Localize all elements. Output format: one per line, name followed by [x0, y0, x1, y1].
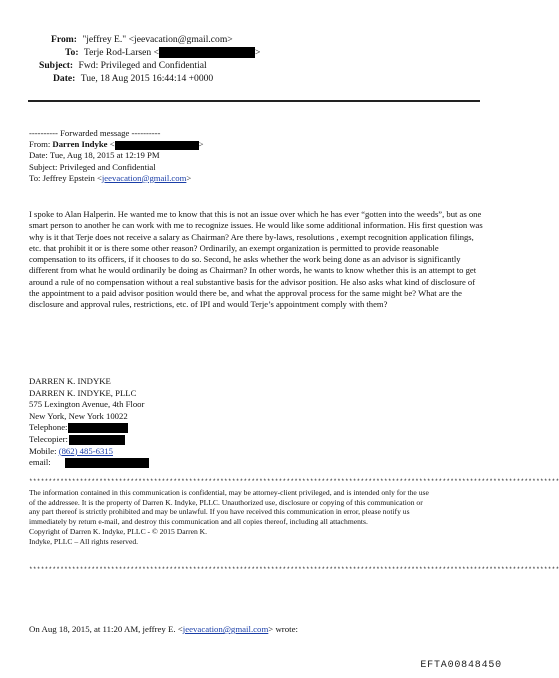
disclaimer-copyright-1: Copyright of Darren K. Indyke, PLLC - © 2015 Darren K. — [29, 526, 208, 536]
disclaimer-stars-bottom: **************************************************************************************************************************************** — [29, 566, 559, 573]
header-subject-value: Fwd: Privileged and Confidential — [78, 60, 207, 71]
disclaimer-copyright-2: Indyke, PLLC – All rights reserved. — [29, 536, 139, 546]
mobile-phone-link[interactable]: (862) 485-6315 — [58, 445, 113, 456]
disclaimer-body: The information contained in this communication is confidential, may be attorney-client privileged, and is intended only for the use of the addressee. It is the property of Darren K. Indyke, PLLC. Unauthorized use, disclosure or copying of this communication or any part thereof is strictly prohibited and may be unlawful. If you have received this communication in error, please notify us immediately by return e-mail, and destroy this communication and all copies thereof, including all attachments. — [29, 488, 429, 527]
header-date-row — [53, 72, 213, 86]
forwarded-to-row: To: Jeffrey Epstein <jeevacation@gmail.com> — [29, 172, 192, 183]
header-to-row: To: Terje Rod-Larsen < > — [65, 47, 261, 58]
signature-firm: DARREN K. INDYKE, PLLC — [29, 387, 137, 398]
header-date-value: Tue, 18 Aug 2015 16:44:14 +0000 — [80, 73, 214, 84]
quote-intro-line: On Aug 18, 2015, at 11:20 AM, jeffrey E. <jeevacation@gmail.com> wrote: — [29, 624, 298, 634]
redaction-box — [115, 141, 199, 150]
forwarded-date: Date: Tue, Aug 18, 2015 at 12:19 PM — [29, 150, 160, 161]
header-to-label: To: — [65, 47, 79, 58]
redaction-box — [69, 435, 125, 445]
forwarded-block — [29, 128, 204, 184]
signature-name: DARREN K. INDYKE — [29, 376, 111, 386]
forwarded-divider: ---------- Forwarded message ---------- — [29, 128, 161, 138]
forwarded-subject: Subject: Privileged and Confidential — [29, 161, 156, 172]
signature-email-row: email: — [29, 457, 149, 469]
signature-telecopier-row: Telecopier: — [29, 434, 149, 446]
disclaimer-stars-top: **************************************************************************************************************************************** — [29, 478, 559, 485]
forwarded-from-row: From: Darren Indyke < > — [29, 139, 204, 150]
header-from-label: From: — [51, 34, 77, 45]
signature-telephone-row: Telephone: — [29, 422, 149, 434]
header-subject-row — [39, 59, 207, 73]
bates-id: EFTA00848450 — [420, 660, 502, 671]
redaction-box — [159, 47, 255, 58]
signature-address-line-2: New York, New York 10022 — [29, 410, 128, 421]
header-divider — [28, 100, 480, 102]
quote-email-link[interactable]: jeevacation@gmail.com — [182, 624, 269, 634]
forwarded-to-email-link[interactable]: jeevacation@gmail.com — [101, 172, 187, 183]
message-body: I spoke to Alan Halperin. He wanted me to know that this is not an issue over which he has ever “gotten into the weeds”, but as one smart person to another he can work with me to recognize issues. He would like some additional information. His first question was why is it that Terje does not receive a salary as Chairman? Are there by-laws, resolutions , exempt recognition application filings, etc. that prohibit it or is there some other reason? Ordinarily, an exempt organization is permitted to provide reasonable compensation to its officers, if it chooses to do so. Second, he asks whether the work being done as an advisor is significantly different from what he would ordinarily be doing as Chairman? In other words, he wants to know whether this is an attempt to get around a rule of no compensation without a real substantive basis for the advisor position. He also asks what kind of disclosure of the appointment to a paid advisor position would there be, and what the approval process for the same might be? What are the disclosure and approval rules, restrictions, etc. of IPI and would Terje’s appointment comply with them? — [29, 209, 483, 310]
redaction-box — [68, 423, 128, 433]
header-from-row — [51, 33, 233, 47]
signature-block — [29, 376, 149, 469]
redaction-box — [65, 458, 149, 468]
forwarded-from-name: Darren Indyke — [52, 139, 108, 150]
header-to-value: Terje Rod-Larsen < — [83, 47, 159, 58]
signature-mobile-row: Mobile: (862) 485-6315 — [29, 445, 113, 456]
header-subject-label: Subject: — [39, 60, 74, 71]
disclaimer-text — [29, 488, 429, 546]
header-date-label: Date: — [53, 73, 76, 84]
signature-address-line-1: 575 Lexington Avenue, 4th Floor — [29, 399, 145, 410]
header-from-value: "jeffrey E." <jeevacation@gmail.com> — [82, 34, 233, 45]
